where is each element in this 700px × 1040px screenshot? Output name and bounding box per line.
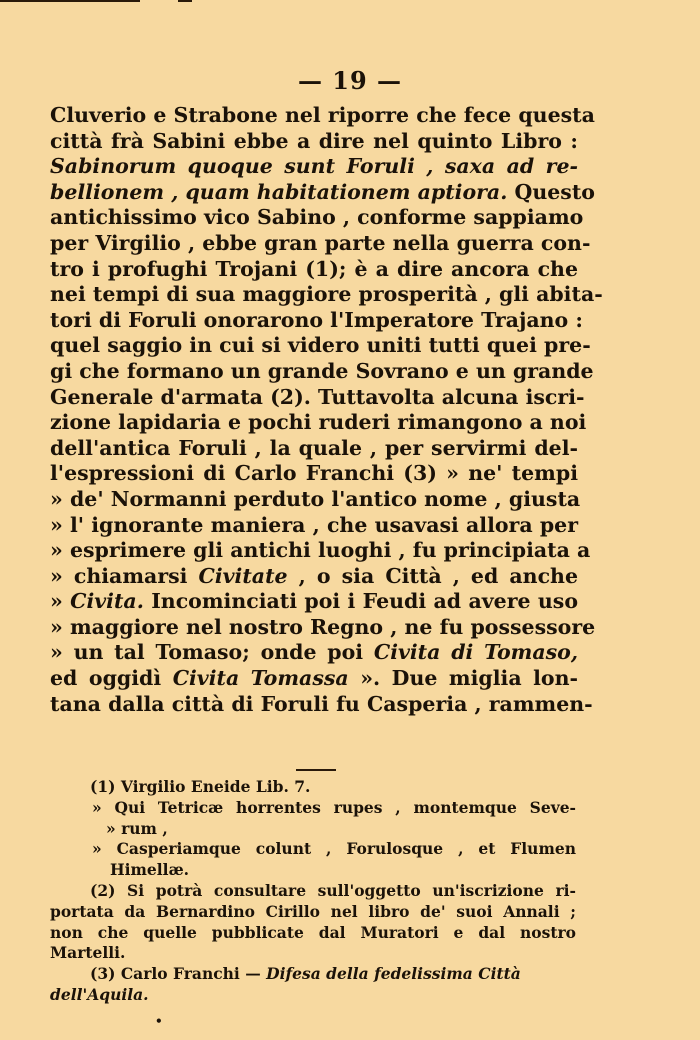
body-line	[50, 230, 591, 257]
body-line	[50, 103, 595, 129]
body-line	[50, 257, 578, 283]
body-line	[50, 640, 578, 666]
text-segment: quel saggio in cui si videro uniti tutti quei pre-	[50, 333, 591, 358]
text-segment: » chiamarsi	[50, 563, 199, 588]
body-line	[50, 461, 578, 487]
footnote-3-line	[50, 985, 576, 1006]
italic-segment: bellionem , quam habitationem aptiora.	[50, 179, 508, 204]
footnotes	[50, 777, 576, 1006]
footnote-1-line: » rum ,	[106, 818, 168, 838]
text-segment: » esprimere gli antichi luoghi , fu principiata a	[50, 538, 591, 563]
text-segment: » de' Normanni perduto l'antico nome , giusta	[50, 486, 581, 511]
footnote-2-line: portata da Bernardino Cirillo nel libro de' suoi Annali ;	[50, 901, 576, 921]
italic-segment: Civita Tomassa	[172, 666, 349, 691]
text-segment: per Virgilio , ebbe gran parte nella guerra con-	[50, 230, 591, 255]
text-segment: Generale d'armata (2). Tuttavolta alcuna iscri-	[50, 384, 585, 409]
body-line	[50, 691, 593, 718]
text-segment: ». Due miglia lon-	[348, 666, 578, 691]
footnote-3-title: Difesa della fedelissima Città	[266, 964, 521, 984]
footnote-3-author: (3) Carlo Franchi —	[90, 964, 267, 984]
page-number: — 19 —	[297, 66, 403, 95]
text-segment: l'espressioni di Carlo Franchi (3) » ne' tempi	[50, 461, 578, 486]
footnote-3-line	[50, 964, 576, 985]
text-segment: città frà Sabini ebbe a dire nel quinto Libro :	[50, 128, 578, 153]
text-segment: » l' ignorante maniera , che usavasi allora per	[50, 512, 578, 537]
body-line	[50, 129, 578, 155]
text-segment: gi che formano un grande Sovrano e un grande	[50, 358, 594, 383]
footnote-1-line: » Casperiamque colunt , Forulosque , et Flumen	[92, 839, 576, 859]
text-segment: tana dalla città di Foruli fu Casperia , rammen-	[50, 691, 593, 716]
top-page-rule	[0, 0, 140, 2]
text-segment: Incominciati poi i Feudi ad avere uso	[143, 589, 578, 614]
text-segment: ed oggidì	[50, 666, 173, 691]
text-segment: tro i profughi Trojani (1); è a dire ancora che	[50, 256, 578, 281]
footnote-1-line: Himellæ.	[110, 860, 190, 880]
text-segment: tori di Foruli onorarono l'Imperatore Trajano :	[50, 307, 583, 332]
italic-segment: Civitate	[198, 563, 288, 588]
footnote-2-line: (2) Si potrà consultare sull'oggetto un'iscrizione ri-	[90, 880, 576, 900]
body-line	[50, 589, 578, 615]
body-line	[50, 666, 578, 692]
body-line	[50, 436, 578, 462]
text-segment: » un tal Tomaso; onde poi	[50, 640, 374, 665]
body-line	[50, 513, 578, 539]
text-segment: , o sia Città , ed anche	[287, 563, 578, 588]
body-line	[50, 538, 591, 564]
text-segment: dell'antica Foruli , la quale , per servirmi del-	[50, 435, 578, 460]
top-page-mark	[178, 0, 192, 2]
body-text	[50, 103, 603, 717]
footnote-2-line: non che quelle pubblicate dal Muratori e dal nostro	[50, 922, 576, 942]
body-line	[50, 410, 587, 436]
body-line	[50, 564, 578, 590]
text-segment: » maggiore nel nostro Regno , ne fu possessore	[50, 614, 596, 639]
body-line	[50, 614, 596, 641]
body-line	[50, 333, 591, 359]
body-line	[50, 154, 578, 180]
body-line	[50, 282, 603, 308]
italic-segment: Sabinorum quoque sunt Foruli , saxa ad re-	[50, 154, 578, 179]
footnote-1-line: (1) Virgilio Eneide Lib. 7.	[90, 777, 311, 796]
text-segment: antichissimo vico Sabino , conforme sappiamo	[50, 205, 584, 230]
text-segment: Cluverio e Strabone nel riporre che fece questa	[50, 103, 595, 127]
text-segment: nei tempi di sua maggiore prosperità , gli abita-	[50, 282, 603, 307]
text-segment: Questo	[507, 179, 595, 204]
footnote-divider	[296, 769, 336, 771]
body-line	[50, 486, 581, 513]
end-dot-mark: •	[155, 1014, 163, 1028]
body-line	[50, 205, 584, 231]
body-line	[50, 358, 594, 385]
italic-segment: Civita.	[70, 589, 144, 614]
text-segment: »	[50, 589, 71, 614]
body-line	[50, 307, 583, 334]
body-line	[50, 384, 585, 411]
italic-segment: Civita di Tomaso,	[373, 640, 578, 665]
text-segment: zione lapidaria e pochi ruderi rimangono a noi	[50, 410, 587, 435]
body-line	[50, 179, 595, 206]
footnote-1-line: » Qui Tetricæ horrentes rupes , montemque Seve-	[92, 797, 576, 817]
footnote-3-title: dell'Aquila.	[50, 984, 149, 1004]
footnote-2-line: Martelli.	[50, 943, 126, 963]
